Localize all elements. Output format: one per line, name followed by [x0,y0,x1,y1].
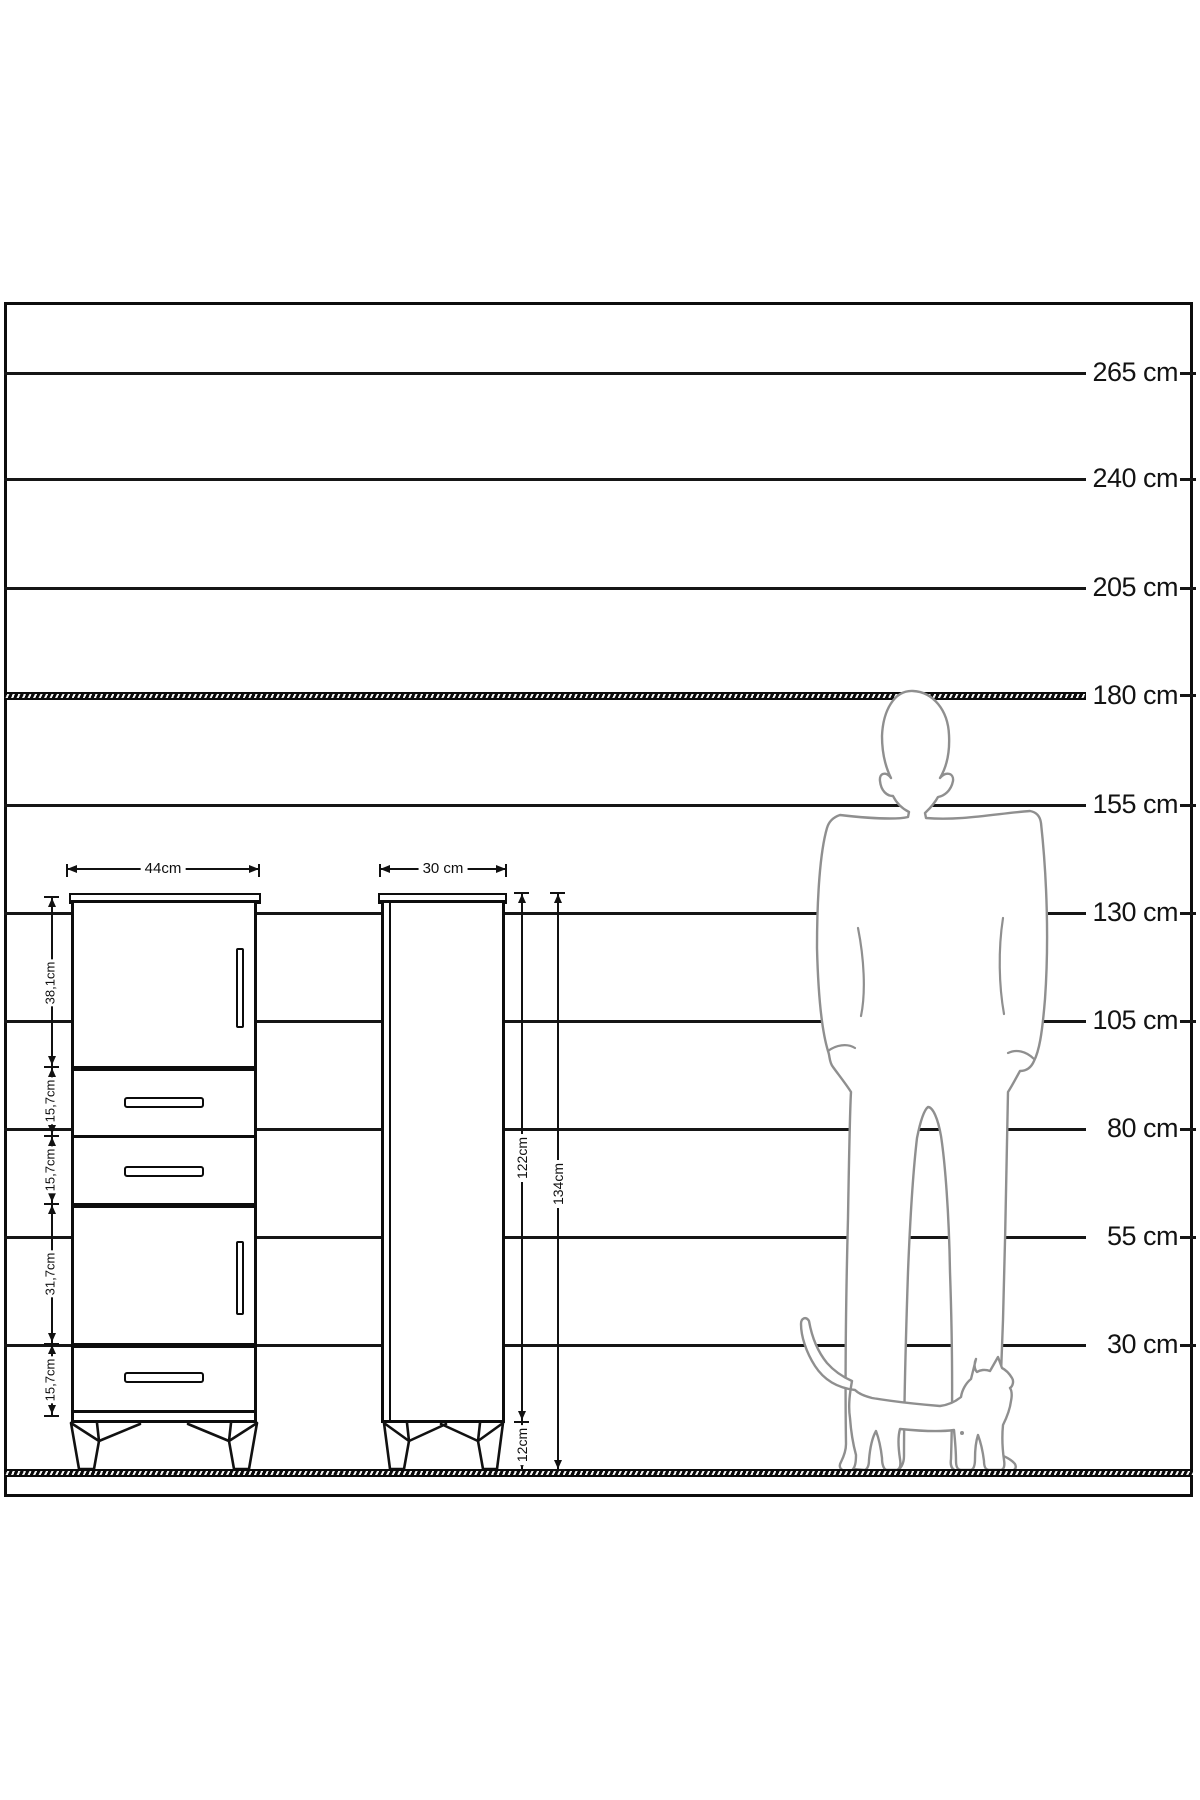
chain-label-door-top: 38,1cm [42,961,58,1005]
scale-label: 105 cm [1092,1005,1178,1035]
chain-label-drawer-1: 15,7cm [42,1079,58,1123]
scale-label: 205 cm [1092,572,1178,602]
dimension-label: 44cm [141,861,186,876]
scale-label: 240 cm [1092,463,1178,493]
scale-label: 265 cm [1092,357,1178,387]
scale-label: 80 cm [1106,1113,1178,1143]
dimension-label: 30 cm [419,861,468,876]
scale-label: 130 cm [1092,897,1178,927]
chain-label-drawer-2: 15,7cm [42,1148,58,1192]
scale-label: 155 cm [1092,789,1178,819]
scale-label: 30 cm [1106,1329,1178,1359]
scale-label: 180 cm [1092,680,1178,710]
dimension-label: 134cm [550,1160,566,1208]
dimension-label: 122cm [514,1134,530,1182]
dimension-label: 12cm [514,1425,530,1465]
chain-label-door-bottom: 31,7cm [42,1252,58,1296]
scale-label: 55 cm [1106,1221,1178,1251]
chain-label-drawer-3: 15,7cm [42,1358,58,1402]
dimension-arrowheads [48,865,562,1469]
